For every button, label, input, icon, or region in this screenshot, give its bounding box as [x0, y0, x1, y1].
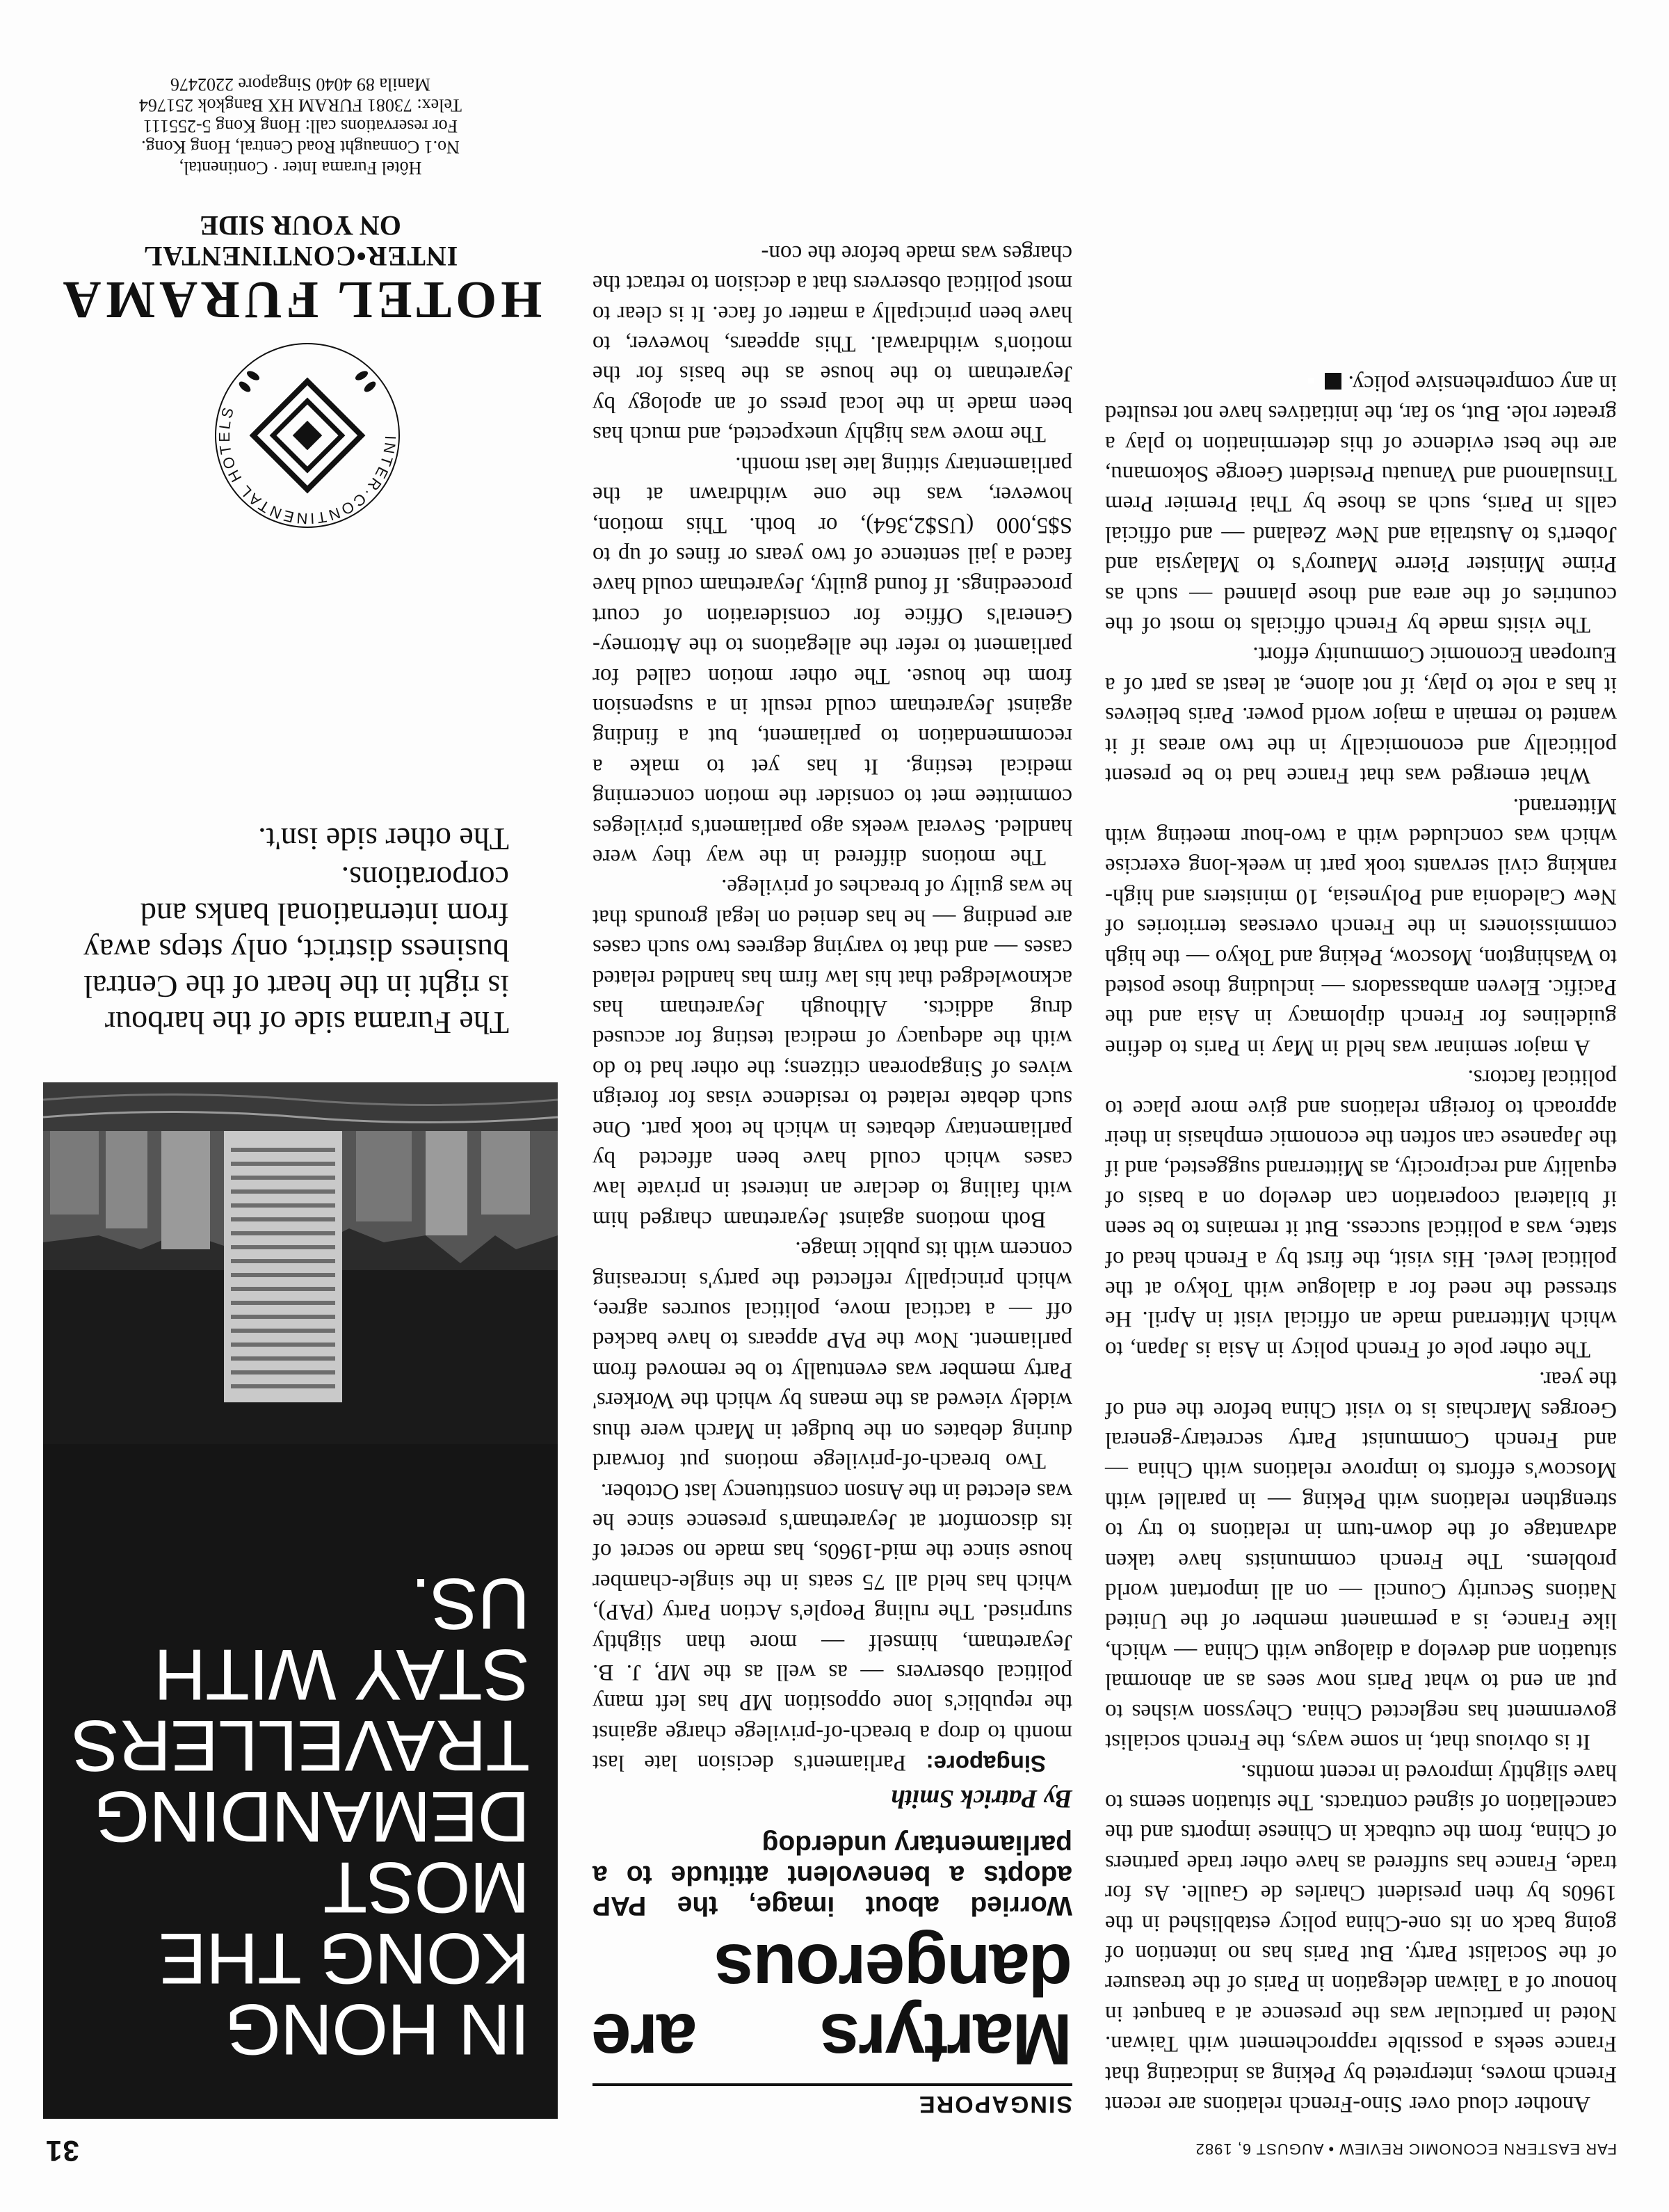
publication-line: FAR EASTERN ECONOMIC REVIEW • AUGUST 6, 1982	[1195, 2140, 1617, 2158]
ad-copy-punchline: The other side isn't.	[258, 822, 509, 857]
page-number: 31	[45, 2135, 79, 2167]
ad-brand-block	[43, 210, 558, 329]
ad-body-copy	[78, 818, 509, 1041]
hotel-advertisement	[43, 74, 558, 2119]
address-line: Hôtel Furama Inter · Continental,	[179, 158, 422, 178]
address-line: For reservations call: Hong Kong 5-255111	[143, 116, 458, 136]
ad-light-panel	[43, 74, 558, 1082]
emblem-ring-text: INTER·CONTINENTAL HOTELS	[215, 403, 400, 528]
ad-copy-paragraph: The Furama side of the harbour is right in the heart of the Central business district, only steps away from international banks and corporations.	[83, 860, 509, 1041]
section-label: SINGAPORE	[592, 2083, 1072, 2119]
ad-dark-panel	[43, 1082, 558, 2119]
body-paragraph: The move was highly unexpected, and much has been made in the local press of an apology by Jeyaretnam to the house as the basis for the motion's withdrawal. This appears, however, to have been principally a matter of face. It is clear to most political observers that a decision to retract the charges was made before the con-	[592, 240, 1072, 447]
body-paragraph	[592, 1475, 1072, 1779]
body-paragraph	[1105, 367, 1617, 639]
harbour-skyline-photo	[43, 1082, 558, 1444]
address-line: Manila 89 4040 Singapore 2202476	[170, 74, 431, 95]
article-byline: By Patrick Smith	[890, 1784, 1072, 1813]
running-head	[45, 2135, 1617, 2167]
body-paragraph: The motions differed in the way they were handled. Several weeks ago parliament's privileges committee met to consider the motion concerning medical testing. It has yet to make a recommendation to parliament, but a finding against Jeyaretnam could result in a suspension from the house. The other motion called for parliament to refer the allegations to the Attorney-General's Office for consideration of court proceedings. If found guilty, Jeyaretnam could have faced a jail sentence of two years or fines of up to S$5,000 (US$2,364), or both. This motion, however, was the one withdrawn at the parliamentary sitting late last month.	[592, 451, 1072, 869]
end-of-story-mark: ■	[1325, 373, 1341, 390]
body-paragraph: Two breach-of-privilege motions put forward during debates on the budget in March were thus widely viewed as the means by which the Workers' Party member was eventually to be removed from parliament. Now the PAP appears to have backed off — a tactical move, political sources agree, which principally reflected the party's increasing concern with its public image.	[592, 1237, 1072, 1474]
hotel-name-logotype: HOTEL FURAMA	[58, 271, 542, 329]
article-headline: Martyrs are dangerous	[592, 1928, 1072, 2079]
body-paragraph: Both motions against Jeyaretnam charged him with failing to declare an interest in private law cases which could have been affected by parliamentary debates in which he took part. One such debate related to residence visas for foreign wives of Singaporean citizens; the other had to do with the adequacy of medical testing for accused drug addicts. Although Jeyaretnam has acknowledged that his law firm has handled related cases — and that to varying degrees two such cases are pending — he has denied on legal grounds that he was guilty of breaches of privilege.	[592, 874, 1072, 1232]
dateline: Singapore:	[926, 1751, 1046, 1777]
body-paragraph: A major seminar was held in May in Paris to define guidelines for French diplomacy in Asia and the Pacific. Eleven ambassadors — including those posted to Washington, Moscow, Peking and Tokyo — the high commissioners in the French overseas territories of New Caledonia and Polynesia, 10 ministers and high-ranking civil servants took part in week-long exercise which was concluded with a two-hour meeting with Mitterrand.	[1105, 793, 1617, 1060]
hotel-address-block	[85, 74, 516, 178]
body-paragraph: What emerged was that France had to be present politically and economically in the two areas if it wanted to remain a major world power. Paris believes it has a role to play, if not alone, at least as part of a European Economic Community effort.	[1105, 642, 1617, 789]
singapore-article	[592, 237, 1072, 2119]
body-paragraph: Another cloud over Sino-French relations are recent French moves, interpreted by Peking as indicating that France seeks a possible rapprochement with Taiwan. Noted in particular was the presence at a banquet in honour of a Taiwan delegation in Paris of the treasurer of the Socialist Party. But Paris has no intention of going back on its one-China policy established in the 1960s by then president Charles de Gaulle. As for trade, France has suffered as have other trade partners of China, from the cutback in Chinese imports and the cancellation of signed contracts. The situation seems to have slightly improved in recent months.	[1105, 1759, 1617, 2117]
ad-tagline: IN HONG KONG THE MOST DEMANDING TRAVELLERS STAY WITH US.	[72, 1563, 530, 2069]
article-continued-column	[1105, 367, 1617, 2119]
body-paragraph: The other pole of French policy in Asia is Japan, to which Mitterrand made an official visit in April. He stressed the need for a dialogue with Tokyo at the political level. His visit, the first by a French head of state, was a political success. But it remains to be seen if bilateral cooperation can develop on a basis of equality and reciprocity, as Mitterrand suggested, and if the Japanese can soften the economic emphasis in their approach to foreign relations and give more place to political factors.	[1105, 1065, 1617, 1362]
address-line: No.1 Connaught Road Central, Hong Kong.	[141, 137, 460, 157]
article-deck: Worried about image, the PAP adopts a benevolent attitude to a parliamentary underdog	[592, 1829, 1072, 1921]
address-line: Telex: 73081 FURAM HX Bangkok 251764	[139, 95, 462, 115]
body-paragraph-text: The visits made by French officials to most of the countries of the area and those planned — such as Prime Minister Pierre Mauroy's to Malaysia and Jobert's to Australia and New Zealand — and official calls in Paris, such as those by Thai Premier Prem Tinsulanond and Vanuatu President George Sokomanu, are the best evidence of this determination to play a greater role. But, so far, the initiatives have not resulted in any comprehensive policy.	[1105, 370, 1617, 638]
body-paragraph: It is obvious that, in some ways, the French socialist government has neglected China. Cheysson wishes to put an end to what Paris now sees as an abnormal situation and develop a dialogue with China — which, like France, is a permanent member of the United Nations Security Council — on all important world problems. The French communists have taken advantage of the down-turn in relations to try to strengthen relations with Peking — in parallel with Moscow's efforts to improve relations with China — and French Communist Party secretary-general Georges Marchais is to visit China before the end of the year.	[1105, 1367, 1617, 1755]
brand-line-intercontinental: INTER•CONTINENTAL	[143, 241, 458, 272]
brand-slogan: ON YOUR SIDE	[200, 210, 401, 241]
body-paragraph-text: Parliament's decision late last month to drop a breach-of-privilege charge against the republic's lone opposition MP has left many political observers — as well as the MP, J. B. Jeyaretnam, himself — more than slightly surprised. The ruling People's Action Party (PAP), which has held all 75 seats in the single-chamber house since the mid-1960s, has made no secret of its discomfort at Jeyaretnam's presence since he was elected in the Anson constituency last October.	[592, 1478, 1072, 1776]
intercontinental-emblem	[203, 331, 412, 540]
